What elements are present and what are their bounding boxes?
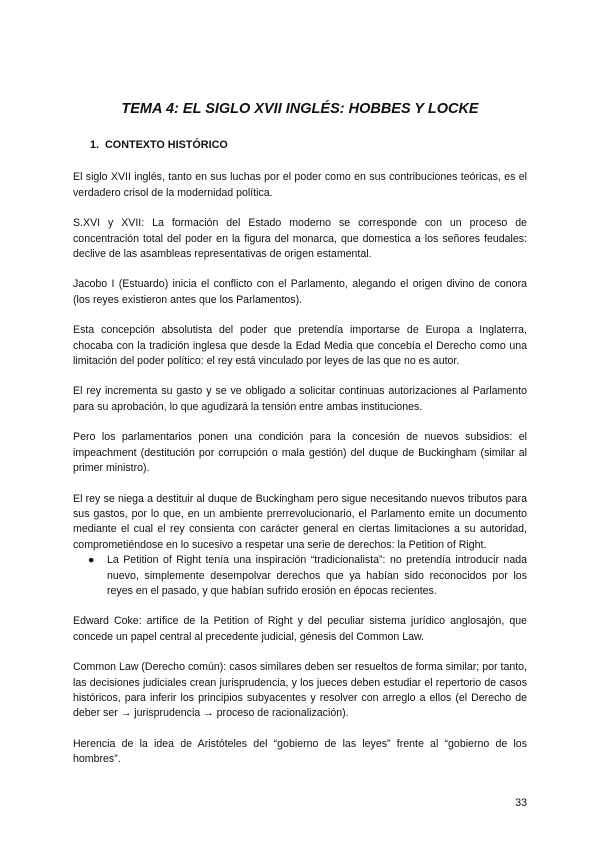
paragraph: Herencia de la idea de Aristóteles del “gobierno de las leyes” frente al “gobierno de los hombres”.: [73, 737, 527, 766]
section-heading: [90, 138, 527, 153]
page-content: [73, 100, 527, 783]
paragraph: S.XVI y XVII: La formación del Estado moderno se corresponde con un proceso de concentración total del poder en la figura del monarca, que domestica a los señores feudales: declive de las asambleas representativas de origen estamental.: [73, 217, 527, 261]
section-title: CONTEXTO HISTÓRICO: [105, 139, 228, 151]
paragraph: Esta concepción absolutista del poder que pretendía importarse de Europa a Inglaterra, chocaba con la tradición inglesa que desde la Edad Media que concebía el Derecho como una limitación del poder político: el rey está vinculado por leyes de las que no es autor.: [73, 324, 527, 368]
paragraph: Edward Coke: artífice de la Petition of Right y del peculiar sistema jurídico anglosajón, que concede un papel central al precedente judicial, génesis del Common Law.: [73, 615, 527, 643]
paragraph: El rey se niega a destituir al duque de Buckingham pero sigue necesitando nuevos tributos para sus gastos, por lo que, en un ambiente prerrevolucionario, el Parlamento emite un documento mediante el cual el rey consienta con carácter general en ciertas limitaciones a su autoridad, comprometiéndose en lo sucesivo a respetar una serie de derechos: la Petition of Right.: [73, 492, 527, 551]
paragraph: El siglo XVII inglés, tanto en sus luchas por el poder como en sus contribuciones teóricas, es el verdadero crisol de la modernidad política.: [73, 171, 527, 199]
bullet-icon: ●: [88, 554, 95, 567]
paragraph: El rey incrementa su gasto y se ve obligado a solicitar continuas autorizaciones al Parlamento para su aprobación, lo que agudizará la tensión entre ambas instituciones.: [73, 385, 527, 413]
paragraph: Pero los parlamentarios ponen una condición para la concesión de nuevos subsidios: el impeachment (destitución por corrupción o mala gestión) del duque de Buckingham (similar al primer ministro).: [73, 431, 527, 475]
section-number: 1.: [90, 139, 100, 151]
page-number: 33: [515, 797, 527, 809]
page-title: TEMA 4: EL SIGLO XVII INGLÉS: HOBBES Y LOCKE: [121, 101, 479, 117]
list-item: [73, 553, 527, 599]
paragraph: Jacobo I (Estuardo) inicia el conflicto con el Parlamento, alegando el origen divino de conora (los reyes existieron antes que los Parlamentos).: [73, 278, 527, 306]
paragraph: Common Law (Derecho común): casos similares deben ser resueltos de forma similar; por tanto, las decisiones judiciales crean jurisprudencia, y los jueces deben estudiar el repertorio de casos históricos, para inferir los principios subyacentes y resolver con arreglo a ellos (el Derecho de deber ser → jurisprudencia → proceso de racionalización).: [73, 661, 527, 720]
list-item-text: La Petition of Right tenía una inspiración “tradicionalista”: no pretendía introducir nada nuevo, simplemente desempolvar derechos que ya habían sido reconocidos por los reyes en el pasado, y que habían sufrido erosión en épocas recientes.: [107, 554, 527, 597]
bullet-list: [73, 553, 527, 599]
